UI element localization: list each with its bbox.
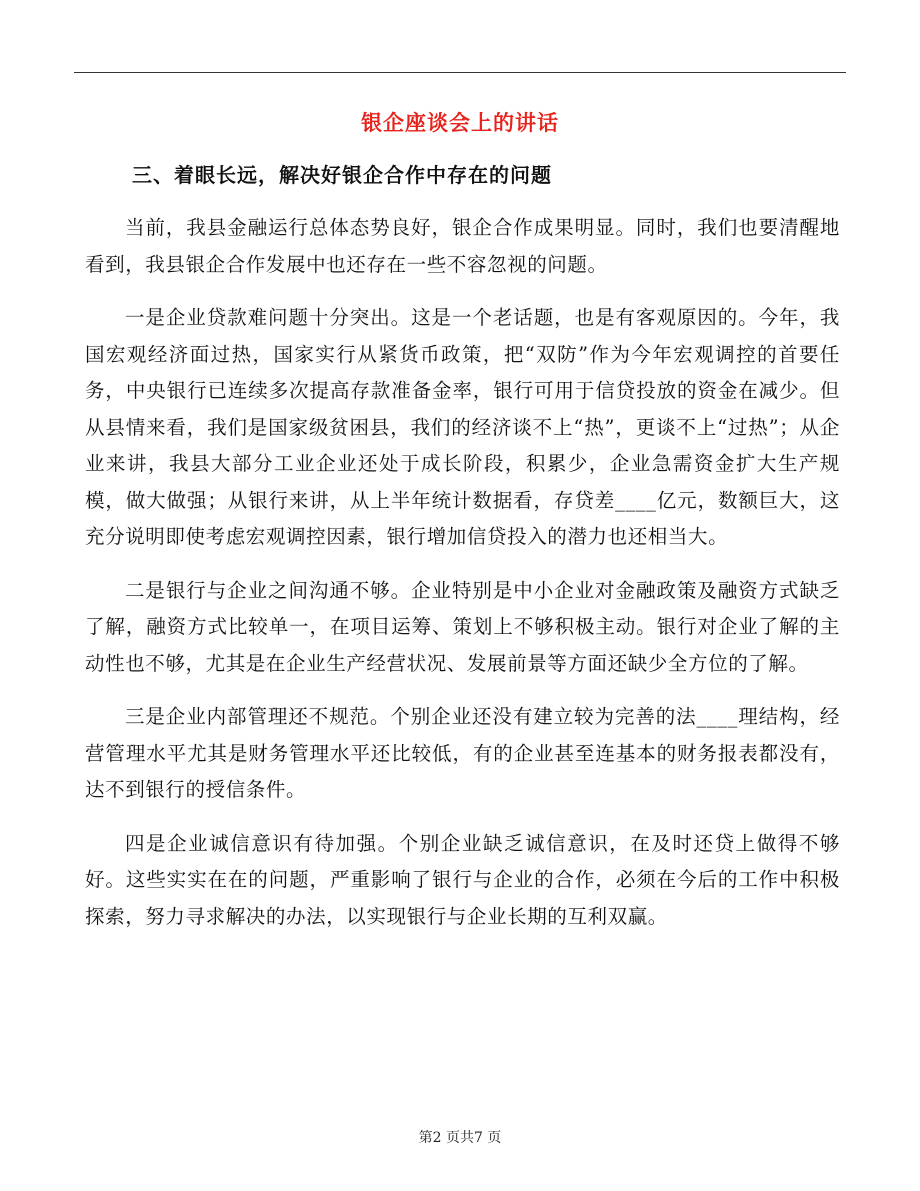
document-title: 银企座谈会上的讲话 — [361, 111, 559, 135]
paragraph-communication: 二是银行与企业之间沟通不够。企业特别是中小企业对金融政策及融资方式缺乏了解，融资方式比较单一，在项目运筹、策划上不够积极主动。银行对企业了解的主动性也不够，尤其是在企业生产经营状况、发展前景等方面还缺少全方位的了解。 — [85, 578, 840, 675]
section-heading: 三、着眼长远，解决好银企合作中存在的问题 — [132, 163, 552, 187]
paragraph-loan-difficulty: 一是企业贷款难问题十分突出。这是一个老话题，也是有客观原因的。今年，我国宏观经济面过热，国家实行从紧货币政策，把“双防”作为今年宏观调控的首要任务，中央银行已连续多次提高存款准备金率，银行可用于信贷投放的资金在减少。但从县情来看，我们是国家级贫困县，我们的经济谈不上“热”，更谈不上“过热”；从企业来讲，我县大部分工业企业还处于成长阶段，积累少，企业急需资金扩大生产规模，做大做强；从银行来讲，从上半年统计数据看，存贷差____亿元，数额巨大，这充分说明即使考虑宏观调控因素，银行增加信贷投入的潜力也还相当大。 — [85, 306, 840, 548]
paragraph-integrity: 四是企业诚信意识有待加强。个别企业缺乏诚信意识，在及时还贷上做得不够好。这些实实在在的问题，严重影响了银行与企业的合作，必须在今后的工作中积极探索，努力寻求解决的办法，以实现银行与企业长期的互利双赢。 — [85, 831, 840, 928]
document-body — [85, 210, 840, 952]
paragraph-management: 三是企业内部管理还不规范。个别企业还没有建立较为完善的法____理结构，经营管理水平尤其是财务管理水平还比较低，有的企业甚至连基本的财务报表都没有，达不到银行的授信条件。 — [85, 705, 840, 801]
page-number: 第2 页共7 页 — [418, 1130, 502, 1146]
header-rule — [74, 72, 846, 73]
paragraph-intro: 当前，我县金融运行总体态势良好，银企合作成果明显。同时，我们也要清醒地看到，我县银企合作发展中也还存在一些不容忽视的问题。 — [85, 216, 840, 276]
